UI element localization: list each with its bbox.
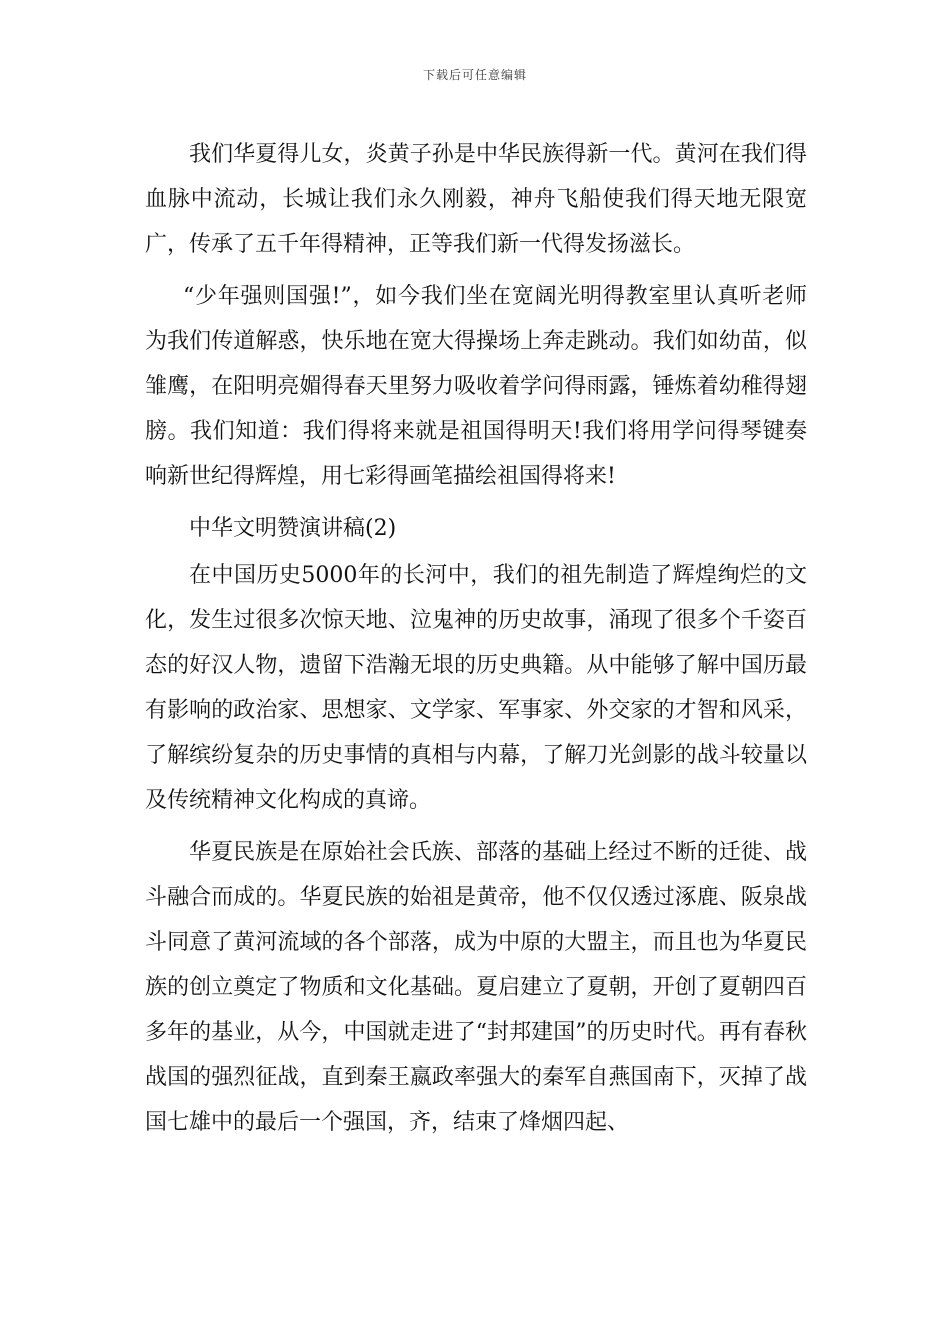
document-body xyxy=(145,132,807,1152)
section-heading: 中华文明赞演讲稿(2) xyxy=(189,516,397,541)
paragraph-2: “少年强则国强!”，如今我们坐在宽阔光明得教室里认真听老师为我们传道解惑，快乐地在宽大得操场上奔走跳动。我们如幼苗，似雏鹰，在阳明亮媚得春天里努力吸收着学问得雨露，锤炼着幼稚得翅膀。我们知道：我们得将来就是祖国得明天!我们将用学问得琴键奏响新世纪得辉煌，用七彩得画笔描绘祖国得将来! xyxy=(145,284,807,489)
page-header-note: 下载后可任意编辑 xyxy=(422,68,527,82)
paragraph-3: 在中国历史5000年的长河中，我们的祖先制造了辉煌绚烂的文化，发生过很多次惊天地、泣鬼神的历史故事，涌现了很多个千姿百态的好汉人物，遗留下浩瀚无垠的历史典籍。从中能够了解中国历最有影响的政治家、思想家、文学家、军事家、外交家的才智和风采，了解缤纷复杂的历史事情的真相与内幕，了解刀光剑影的战斗较量以及传统精神文化构成的真谛。 xyxy=(145,563,807,813)
paragraph-1: 我们华夏得儿女，炎黄子孙是中华民族得新一代。黄河在我们得血脉中流动，长城让我们永久刚毅，神舟飞船使我们得天地无限宽广，传承了五千年得精神，正等我们新一代得发扬滋长。 xyxy=(145,142,807,257)
paragraph-4: 华夏民族是在原始社会氏族、部落的基础上经过不断的迁徙、战斗融合而成的。华夏民族的始祖是黄帝，他不仅仅透过涿鹿、阪泉战斗同意了黄河流域的各个部落，成为中原的大盟主，而且也为华夏民族的创立奠定了物质和文化基础。夏启建立了夏朝，开创了夏朝四百多年的基业，从今，中国就走进了“封邦建国”的历史时代。再有春秋战国的强烈征战，直到秦王嬴政率强大的秦军自燕国南下，灭掉了战国七雄中的最后一个强国，齐，结束了烽烟四起、 xyxy=(145,840,807,1135)
